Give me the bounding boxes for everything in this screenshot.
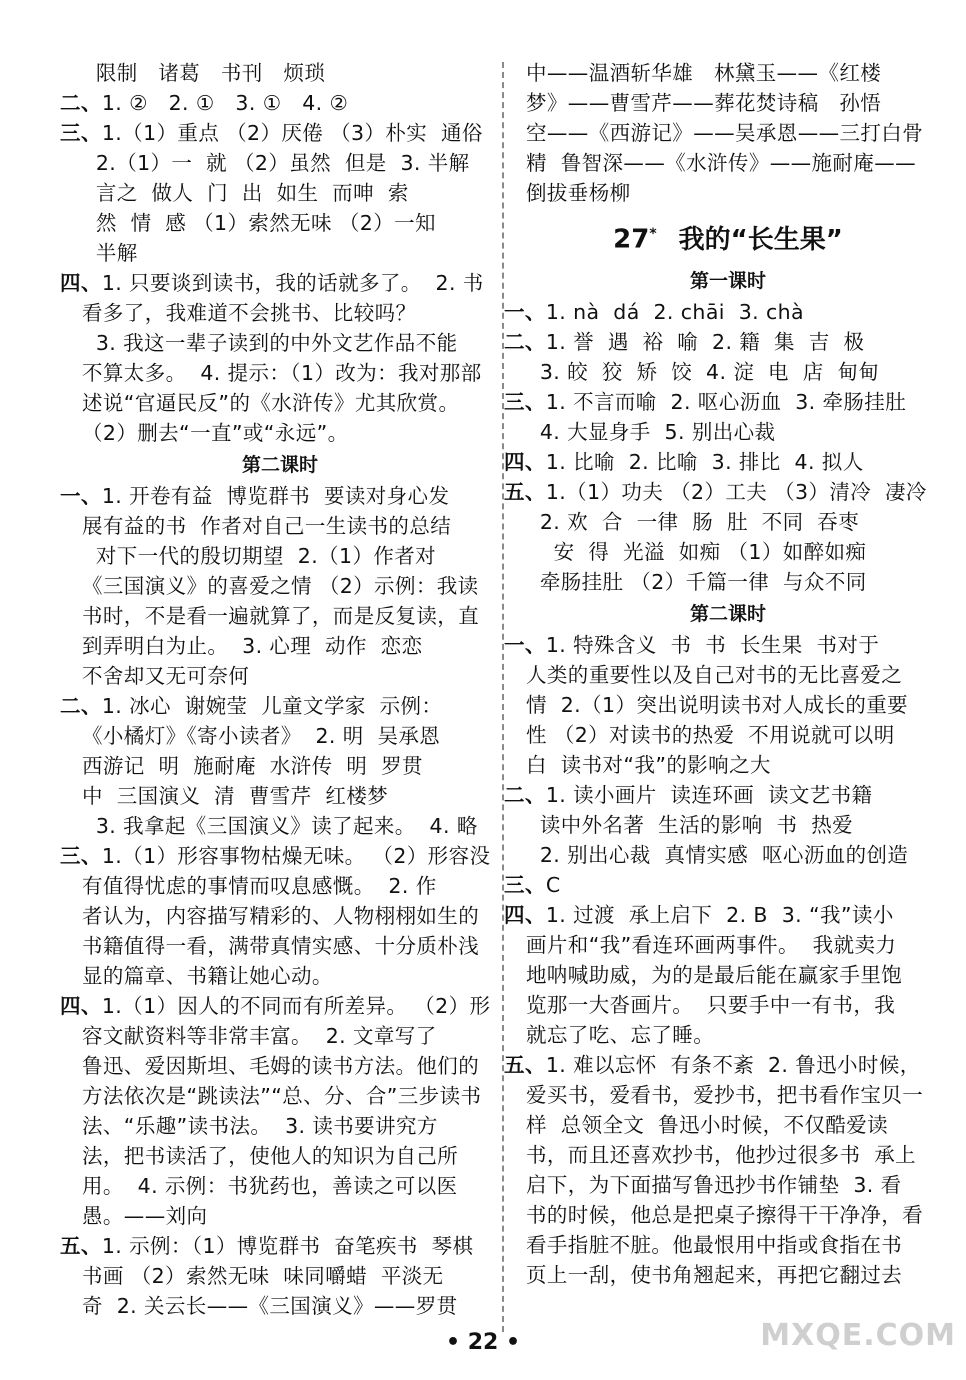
answer-text: 1. 特殊含义 书 书 长生果 书对于 bbox=[545, 633, 880, 657]
answer-line bbox=[526, 690, 930, 720]
answer-text: 展有益的书 作者对自己一生读书的总结 bbox=[82, 514, 452, 538]
answer-text: 1. 比喻 2. 比喻 3. 排比 4. 拟人 bbox=[545, 450, 864, 474]
answer-line bbox=[82, 631, 478, 661]
answer-line bbox=[82, 541, 478, 571]
answer-line bbox=[82, 178, 478, 208]
section-number: 五、 bbox=[60, 1234, 102, 1258]
answer-text: 用。 4. 示例：书犹药也，善读之可以医 bbox=[82, 1174, 458, 1198]
answer-text: 愚。——刘向 bbox=[82, 1204, 208, 1228]
answer-text: 2.（1）一 就 （2）虽然 但是 3. 半解 bbox=[82, 151, 470, 175]
answer-line bbox=[526, 88, 930, 118]
answer-line bbox=[82, 58, 478, 88]
answer-line bbox=[82, 358, 482, 388]
answer-line bbox=[526, 357, 930, 387]
answer-line bbox=[82, 511, 478, 541]
answer-text: 中 三国演义 清 曹雪芹 红楼梦 bbox=[82, 784, 389, 808]
answer-line bbox=[82, 721, 478, 751]
answer-text: 1. nà dá 2. chāi 3. chà bbox=[545, 300, 805, 324]
answer-text: 3. 皎 狡 矫 饺 4. 淀 电 店 甸甸 bbox=[526, 360, 880, 384]
answer-text: 3. 我拿起《三国演义》读了起来。 4. 略 bbox=[82, 814, 478, 838]
answer-text: 启下，为下面描写鲁迅抄书作铺垫 3. 看 bbox=[526, 1173, 902, 1197]
answer-line bbox=[526, 118, 930, 148]
answer-text: 不舍却又无可奈何 bbox=[82, 664, 250, 688]
answer-line bbox=[504, 1050, 930, 1080]
answer-line bbox=[60, 268, 484, 298]
answer-line bbox=[504, 447, 930, 477]
section-number: 四、 bbox=[504, 903, 546, 927]
answer-line bbox=[82, 148, 478, 178]
answer-text: 看手指脏不脏。他最恨用中指或食指在书 bbox=[526, 1233, 903, 1257]
answer-line bbox=[82, 208, 478, 238]
answer-text: 性 （2）对读书的热爱 不用说就可以明 bbox=[526, 723, 895, 747]
answer-text: 书的时候，他总是把桌子擦得干干净净，看 bbox=[526, 1203, 924, 1227]
section-number: 四、 bbox=[504, 450, 546, 474]
section-number: 二、 bbox=[60, 694, 102, 718]
section-number: 五、 bbox=[504, 480, 546, 504]
answer-line bbox=[82, 601, 478, 631]
chapter-number: 27 bbox=[613, 224, 650, 255]
answer-line bbox=[526, 720, 930, 750]
answer-text: 不算太多。 4. 提示：（1）改为：我对那部 bbox=[82, 361, 482, 385]
answer-line bbox=[526, 1230, 930, 1260]
section-number: 二、 bbox=[504, 783, 546, 807]
section-number: 五、 bbox=[504, 1053, 546, 1077]
answer-text: 1.（1）重点 （2）厌倦 （3）朴实 通俗 bbox=[101, 121, 483, 145]
answer-text: 2. 别出心裁 真情实感 呕心沥血的创造 bbox=[526, 843, 909, 867]
section-number: 三、 bbox=[60, 844, 102, 868]
answer-line bbox=[82, 871, 478, 901]
answer-text: 精 鲁智深——《水浒传》——施耐庵—— bbox=[526, 151, 917, 175]
answer-text: 法、“乐趣”读书法。 3. 读书要讲究方 bbox=[82, 1114, 438, 1138]
answer-text: 奇 2. 关云长——《三国演义》——罗贯 bbox=[82, 1294, 458, 1318]
answer-line bbox=[82, 811, 478, 841]
answer-text: 样 总领全文 鲁迅小时候，不仅酷爱读 bbox=[526, 1113, 889, 1137]
answer-line bbox=[504, 870, 930, 900]
answer-text: 1. 开卷有益 博览群书 要读对身心发 bbox=[101, 484, 450, 508]
answer-text: 1.（1）因人的不同而有所差异。 （2）形 bbox=[101, 994, 491, 1018]
answer-line bbox=[526, 148, 930, 178]
answer-line bbox=[526, 660, 930, 690]
answer-text: 安 得 光溢 如痴 （1）如醉如痴 bbox=[526, 540, 867, 564]
answer-line bbox=[526, 58, 930, 88]
answer-line bbox=[82, 1141, 478, 1171]
answer-text: 看多了，我难道不会挑书、比较吗？ bbox=[82, 301, 417, 325]
answer-text: 中——温酒斩华雄 林黛玉——《红楼 bbox=[526, 61, 882, 85]
answer-line bbox=[526, 507, 930, 537]
answer-text: 有值得忧虑的事情而叹息感慨。 2. 作 bbox=[82, 874, 437, 898]
answer-text: 然 情 感 （1）索然无味 （2）一知 bbox=[82, 211, 436, 235]
answer-text: 限制 诸葛 书刊 烦琐 bbox=[82, 61, 326, 85]
column-divider bbox=[502, 62, 504, 1332]
answer-text: 法，把书读活了，使他人的知识为自己所 bbox=[82, 1144, 459, 1168]
answer-line bbox=[82, 571, 478, 601]
lesson-heading: 第二课时 bbox=[689, 603, 766, 625]
answer-text: 《小橘灯》《寄小读者》 2. 明 吴承恩 bbox=[82, 724, 441, 748]
answer-text: 1.（1）形容事物枯燥无味。 （2）形容没 bbox=[101, 844, 491, 868]
answer-line bbox=[504, 387, 930, 417]
answer-text: 画片和“我”看连环画两事件。 我就卖力 bbox=[526, 933, 897, 957]
section-number: 二、 bbox=[504, 330, 546, 354]
answer-text: 显的篇章、书籍让她心动。 bbox=[82, 964, 333, 988]
answer-line bbox=[82, 1261, 478, 1291]
answer-text: 情 2.（1）突出说明读书对人成长的重要 bbox=[526, 693, 909, 717]
answer-line bbox=[60, 118, 483, 148]
section-number: 四、 bbox=[60, 994, 102, 1018]
answer-line bbox=[526, 1020, 930, 1050]
answer-text: 空——《西游记》——吴承恩——三打白骨 bbox=[526, 121, 924, 145]
answer-line bbox=[526, 1170, 930, 1200]
answer-line bbox=[60, 691, 478, 721]
answer-text: 书画 （2）索然无味 味同嚼蜡 平淡无 bbox=[82, 1264, 444, 1288]
lesson-heading: 第一课时 bbox=[689, 270, 766, 292]
answer-line bbox=[526, 537, 930, 567]
chapter-mark: * bbox=[649, 226, 657, 242]
page-number: • 22 • bbox=[445, 1330, 521, 1355]
answer-text: 2. 欢 合 一律 肠 肚 不同 吞枣 bbox=[526, 510, 860, 534]
answer-text: 《三国演义》的喜爱之情 （2）示例：我读 bbox=[82, 574, 479, 598]
answer-line bbox=[526, 1140, 930, 1170]
answer-line bbox=[60, 88, 478, 118]
answer-text: 对下一代的殷切期望 2.（1）作者对 bbox=[82, 544, 437, 568]
answer-line bbox=[60, 841, 491, 871]
answer-line bbox=[504, 297, 930, 327]
answer-line bbox=[526, 810, 930, 840]
answer-line bbox=[526, 1260, 930, 1290]
chapter-name: 我的“长生果” bbox=[678, 224, 843, 255]
section-number: 三、 bbox=[504, 390, 546, 414]
answer-text: 容文献资料等非常丰富。 2. 文章写了 bbox=[82, 1024, 437, 1048]
section-number: 一、 bbox=[60, 484, 102, 508]
section-number: 四、 bbox=[60, 271, 102, 295]
answer-line bbox=[526, 840, 930, 870]
answer-text: 3. 我这一辈子读到的中外文艺作品不能 bbox=[82, 331, 458, 355]
answer-line bbox=[526, 990, 930, 1020]
section-number: 二、 bbox=[60, 91, 102, 115]
site-watermark: MXQE.COM bbox=[760, 1318, 956, 1353]
answer-text: 西游记 明 施耐庵 水浒传 明 罗贯 bbox=[82, 754, 423, 778]
answer-text: 1. 不言而喻 2. 呕心沥血 3. 牵肠挂肚 bbox=[545, 390, 907, 414]
answer-text: 览那一大沓画片。 只要手中一有书，我 bbox=[526, 993, 896, 1017]
answer-text: 书，而且还喜欢抄书，他抄过很多书 承上 bbox=[526, 1143, 917, 1167]
section-number: 三、 bbox=[504, 873, 546, 897]
answer-line bbox=[504, 477, 930, 507]
answer-text: 者认为，内容描写精彩的、人物栩栩如生的 bbox=[82, 904, 480, 928]
section-number: 三、 bbox=[60, 121, 102, 145]
answer-line bbox=[60, 991, 491, 1021]
answer-line bbox=[504, 780, 930, 810]
answer-text: 4. 大显身手 5. 别出心裁 bbox=[526, 420, 776, 444]
answer-text: 页上一刮，使书角翘起来，再把它翻过去 bbox=[526, 1263, 903, 1287]
answer-line bbox=[526, 567, 930, 597]
answer-text: 读中外名著 生活的影响 书 热爱 bbox=[526, 813, 854, 837]
answer-text: 爱买书，爱看书，爱抄书，把书看作宝贝一 bbox=[526, 1083, 924, 1107]
answer-line bbox=[82, 1291, 478, 1321]
answer-text: 言之 做人 门 出 如生 而呻 索 bbox=[82, 181, 409, 205]
answer-line bbox=[82, 1051, 478, 1081]
answer-line bbox=[82, 751, 478, 781]
answer-text: 鲁迅、爱因斯坦、毛姆的读书方法。他们的 bbox=[82, 1054, 480, 1078]
answer-line bbox=[526, 960, 930, 990]
answer-text: 1. ② 2. ① 3. ① 4. ② bbox=[101, 91, 349, 115]
answer-line bbox=[526, 930, 930, 960]
answer-line bbox=[526, 1200, 930, 1230]
answer-line bbox=[82, 298, 478, 328]
answer-line bbox=[82, 781, 478, 811]
answer-line bbox=[82, 901, 478, 931]
answer-line bbox=[504, 900, 930, 930]
answer-text: 方法依次是“跳读法”“总、分、合”三步读书 bbox=[82, 1084, 482, 1108]
answer-text: 1. 过渡 承上启下 2. B 3. “我”读小 bbox=[545, 903, 894, 927]
answer-line bbox=[82, 661, 478, 691]
lesson-heading: 第二课时 bbox=[241, 454, 318, 476]
answer-text: 梦》——曹雪芹——葬花焚诗稿 孙悟 bbox=[526, 91, 882, 115]
answer-text: （2）删去“一直”或“永远”。 bbox=[82, 421, 349, 445]
answer-line bbox=[526, 750, 930, 780]
answer-line bbox=[82, 961, 478, 991]
chapter-title bbox=[526, 216, 930, 258]
answer-line bbox=[82, 388, 478, 418]
answer-text: 就忘了吃、忘了睡。 bbox=[526, 1023, 715, 1047]
answer-line bbox=[82, 238, 478, 268]
answer-line bbox=[526, 178, 930, 208]
answer-text: 到弄明白为止。 3. 心理 动作 恋恋 bbox=[82, 634, 423, 658]
answer-line bbox=[82, 931, 478, 961]
answer-text: 地呐喊助威，为的是最后能在赢家手里饱 bbox=[526, 963, 903, 987]
answer-text: 半解 bbox=[82, 241, 138, 265]
answer-text: 1. 誉 遇 裕 喻 2. 籍 集 吉 极 bbox=[545, 330, 865, 354]
answer-line bbox=[526, 1110, 930, 1140]
answer-line bbox=[60, 1231, 478, 1261]
answer-text: 1. 示例：（1）博览群书 奋笔疾书 琴棋 bbox=[101, 1234, 474, 1258]
answer-text: 人类的重要性以及自己对书的无比喜爱之 bbox=[526, 663, 903, 687]
answer-text: 倒拔垂杨柳 bbox=[526, 181, 631, 205]
answer-text: 1.（1）功夫 （2）工夫 （3）清冷 凄冷 bbox=[545, 480, 927, 504]
answer-text: 1. 冰心 谢婉莹 儿童文学家 示例： bbox=[101, 694, 443, 718]
answer-text: 1. 只要谈到读书，我的话就多了。 2. 书 bbox=[101, 271, 484, 295]
answer-line bbox=[526, 417, 930, 447]
answer-text: 书籍值得一看，满带真情实感、十分质朴浅 bbox=[82, 934, 480, 958]
answer-line bbox=[526, 1080, 930, 1110]
section-number: 一、 bbox=[504, 633, 546, 657]
answer-line bbox=[82, 418, 478, 448]
answer-line bbox=[82, 328, 478, 358]
answer-text: 1. 难以忘怀 有条不紊 2. 鲁迅小时候， bbox=[545, 1053, 921, 1077]
section-number: 一、 bbox=[504, 300, 546, 324]
answer-line bbox=[82, 1021, 478, 1051]
answer-text: C bbox=[545, 873, 561, 897]
answer-line bbox=[82, 1171, 478, 1201]
answer-text: 书时，不是看一遍就算了，而是反复读，直 bbox=[82, 604, 480, 628]
answer-line bbox=[82, 1201, 478, 1231]
answer-line bbox=[504, 630, 930, 660]
answer-line bbox=[60, 481, 478, 511]
answer-line bbox=[504, 327, 930, 357]
answer-text: 白 读书对“我”的影响之大 bbox=[526, 753, 771, 777]
answer-text: 述说“官逼民反”的《水浒传》尤其欣赏。 bbox=[82, 391, 460, 415]
answer-text: 牵肠挂肚 （2）千篇一律 与众不同 bbox=[526, 570, 867, 594]
answer-line bbox=[82, 1111, 478, 1141]
answer-text: 1. 读小画片 读连环画 读文艺书籍 bbox=[545, 783, 873, 807]
answer-line bbox=[82, 1081, 482, 1111]
